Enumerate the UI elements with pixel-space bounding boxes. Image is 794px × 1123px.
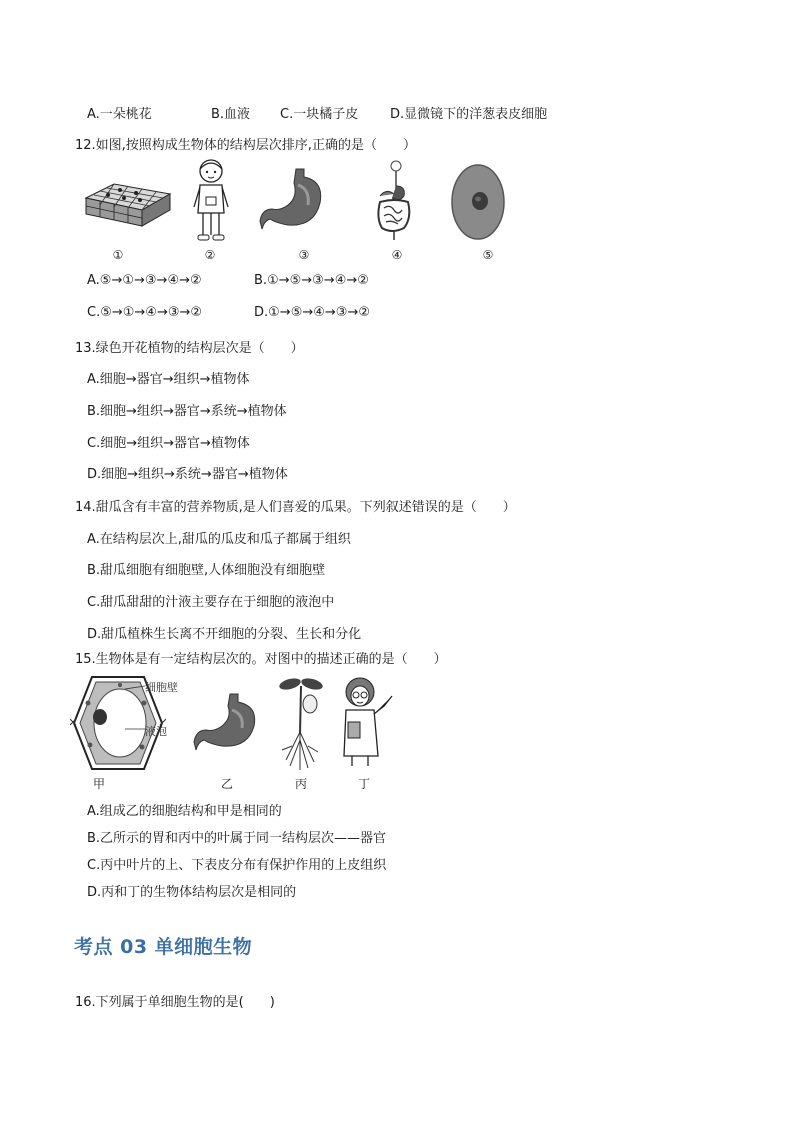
q12-figure-digestive-system [372,158,416,244]
q11-option-c: C.一块橘子皮 [280,107,359,122]
q14-stem: 14.甜瓜含有丰富的营养物质,是人们喜爱的瓜果。下列叙述错误的是（ ） [75,500,516,515]
q14-option-b: B.甜瓜细胞有细胞壁,人体细胞没有细胞壁 [87,563,326,578]
q12-option-c: C.⑤→①→④→③→② [87,305,203,320]
q15-figure-teacher [338,672,394,770]
q14-option-d: D.甜瓜植株生长离不开细胞的分裂、生长和分化 [87,627,362,642]
q15-figure-label-yi: 乙 [220,777,233,791]
q11-option-b: B.血液 [211,107,251,122]
q15-option-d: D.丙和丁的生物体结构层次是相同的 [87,885,297,900]
q12-figure-person [190,157,232,243]
q13-option-a: A.细胞→器官→组织→植物体 [87,372,250,387]
q15-cell-label-wall: 细胞壁 [145,681,178,694]
q15-cell-label-lines [125,683,147,733]
q15-figure-label-ding: 丁 [357,777,370,791]
q12-figure-label-4: ④ [391,248,403,262]
q13-option-b: B.细胞→组织→器官→系统→植物体 [87,404,287,419]
q15-option-b: B.乙所示的胃和丙中的叶属于同一结构层次——器官 [87,831,387,846]
q12-stem: 12.如图,按照构成生物体的结构层次排序,正确的是（ ） [75,138,416,153]
q15-figure-label-bing: 丙 [294,777,307,791]
q12-figure-tissue [84,180,172,230]
q12-option-a: A.⑤→①→③→④→② [87,273,202,288]
q14-option-a: A.在结构层次上,甜瓜的瓜皮和瓜子都属于组织 [87,532,351,547]
q15-option-c: C.丙中叶片的上、下表皮分布有保护作用的上皮组织 [87,858,387,873]
q12-figure-cell [450,163,506,241]
q12-figure-label-1: ① [112,248,124,262]
q15-figure-stomach [192,692,260,756]
q12-figure-label-2: ② [204,248,216,262]
q15-figure-label-jia: 甲 [92,777,105,791]
q11-option-d: D.显微镜下的洋葱表皮细胞 [390,107,548,122]
q12-figure-label-3: ③ [298,248,310,262]
q11-option-a: A.一朵桃花 [87,107,152,122]
q16-stem: 16.下列属于单细胞生物的是( ) [75,995,275,1010]
q12-figure-label-5: ⑤ [482,248,494,262]
q15-figure-seedling [276,674,326,772]
q15-option-a: A.组成乙的细胞结构和甲是相同的 [87,804,282,819]
q15-cell-label-vacuole: 液泡 [145,725,167,738]
section-heading: 考点 03 单细胞生物 [74,936,253,958]
q12-option-d: D.①→⑤→④→③→② [254,305,370,320]
q14-option-c: C.甜瓜甜甜的汁液主要存在于细胞的液泡中 [87,595,335,610]
q13-stem: 13.绿色开花植物的结构层次是（ ） [75,341,304,356]
q13-option-d: D.细胞→组织→系统→器官→植物体 [87,467,288,482]
q12-option-b: B.①→⑤→③→④→② [254,273,369,288]
q12-figure-stomach [258,165,326,235]
q15-stem: 15.生物体是有一定结构层次的。对图中的描述正确的是（ ） [75,652,447,667]
q11-options [87,103,687,121]
q13-option-c: C.细胞→组织→器官→植物体 [87,436,250,451]
